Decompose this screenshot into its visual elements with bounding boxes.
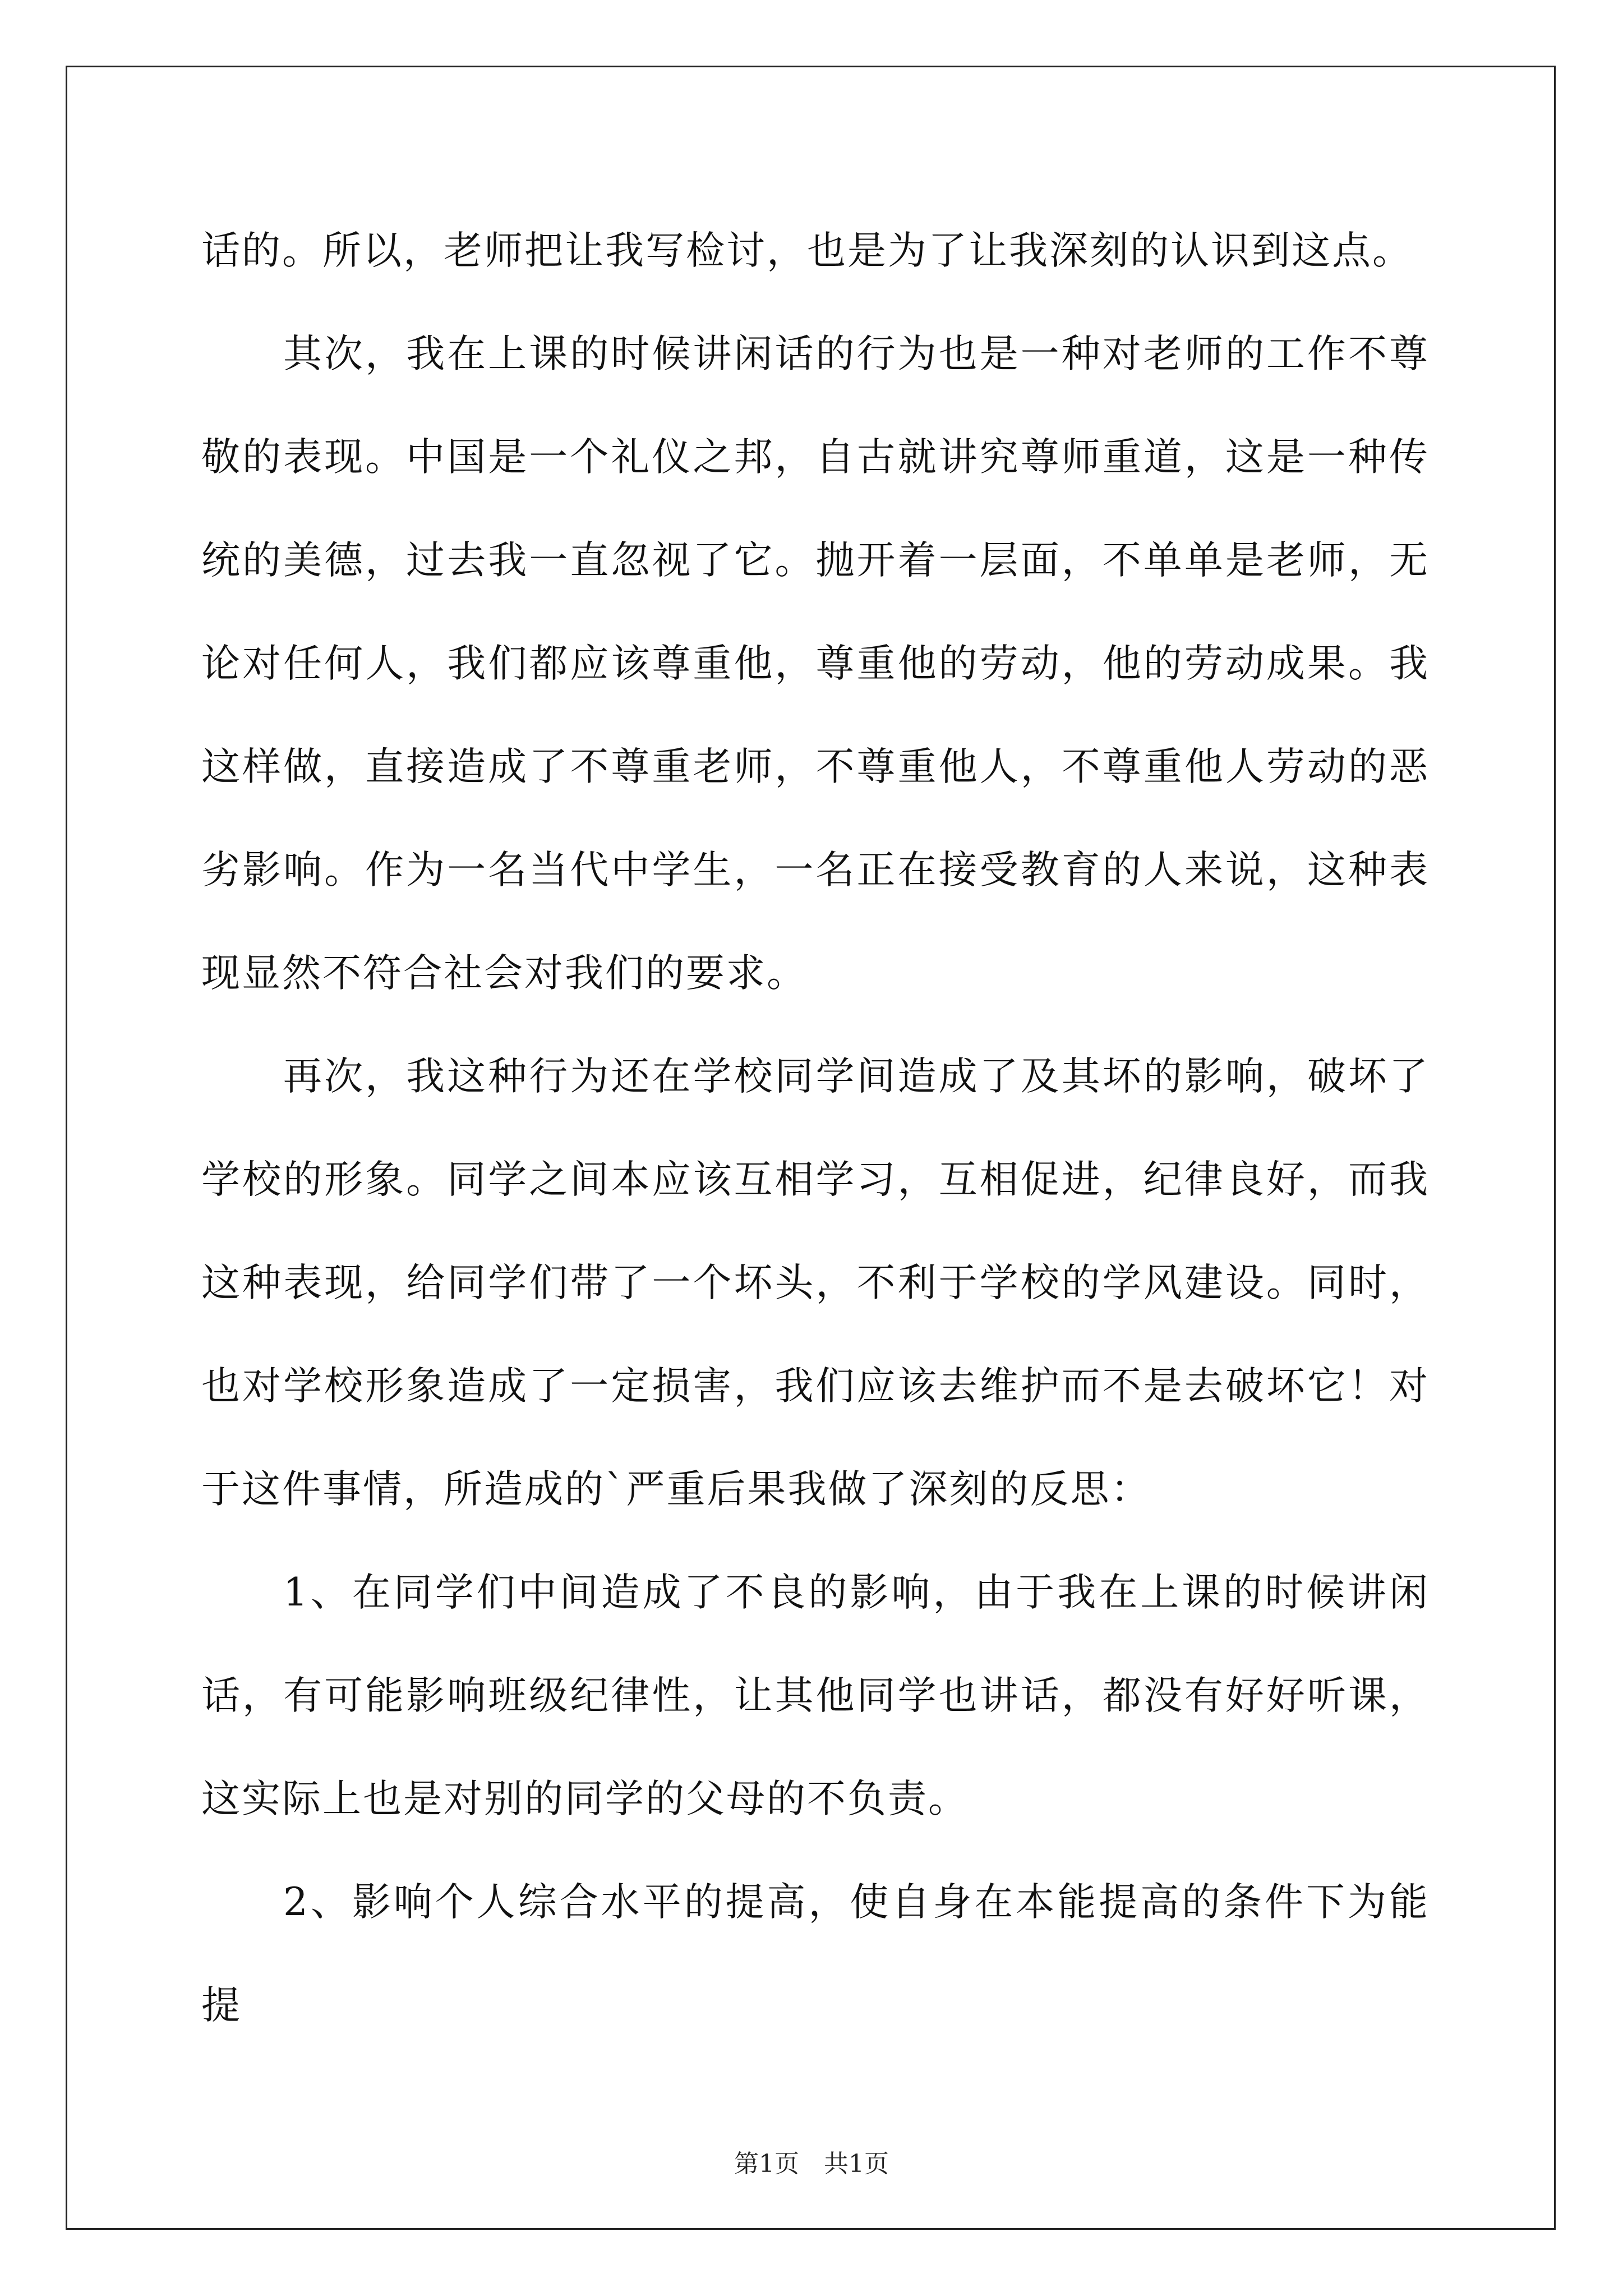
paragraph-4: 1、在同学们中间造成了不良的影响，由于我在上课的时候讲闲话，有可能影响班级纪律性，让其他同学也讲话，都没有好好听课，这实际上也是对别的同学的父母的不负责。 bbox=[201, 1570, 1430, 1821]
document-body bbox=[201, 199, 1430, 2057]
paragraph-3: 再次，我这种行为还在学校同学间造成了及其坏的影响，破坏了学校的形象。同学之间本应该互相学习，互相促进，纪律良好，而我这种表现，给同学们带了一个坏头，不利于学校的学风建设。同时，也对学校形象造成了一定损害，我们应该去维护而不是去破坏它！对于这件事情，所造成的`严重后果我做了深刻的反思： bbox=[201, 1054, 1430, 1512]
paragraph-1: 话的。所以，老师把让我写检讨，也是为了让我深刻的认识到这点。 bbox=[201, 228, 1413, 273]
page-footer: 第1页 共1页 bbox=[734, 2150, 889, 2178]
paragraph-2: 其次，我在上课的时候讲闲话的行为也是一种对老师的工作不尊敬的表现。中国是一个礼仪之邦，自古就讲究尊师重道，这是一种传统的美德，过去我一直忽视了它。抛开着一层面，不单单是老师，无论对任何人，我们都应该尊重他，尊重他的劳动，他的劳动成果。我这样做，直接造成了不尊重老师，不尊重他人，不尊重他人劳动的恶劣影响。作为一名当代中学生，一名正在接受教育的人来说，这种表现显然不符合社会对我们的要求。 bbox=[201, 332, 1430, 996]
paragraph-5: 2、影响个人综合水平的提高，使自身在本能提高的条件下为能提 bbox=[201, 1880, 1430, 2028]
